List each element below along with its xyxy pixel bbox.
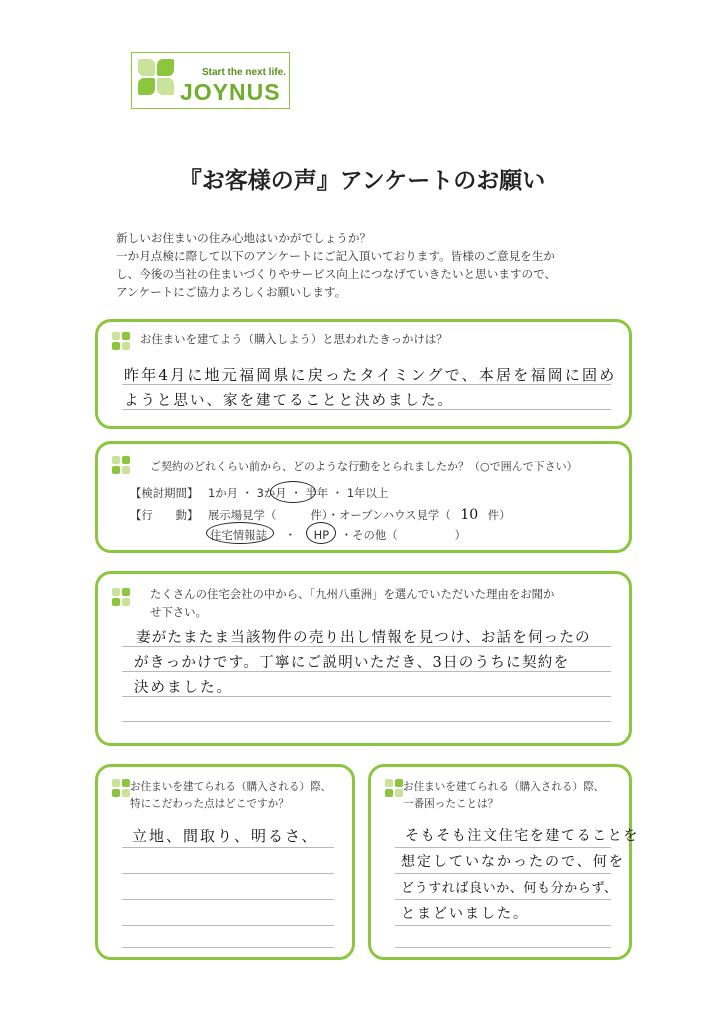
question-text: 特にこだわった点はどこですか？ <box>130 798 289 810</box>
answer-rule <box>122 925 334 926</box>
action-options-end: 件） <box>487 508 511 522</box>
handwritten-answer: どうすれば良いか、何も分からず、 <box>401 881 618 896</box>
period-option-selected: 3か月 <box>256 486 287 500</box>
clover-logo-mark-leaf <box>157 78 174 95</box>
period-label: 【検討期間】 <box>130 486 199 500</box>
selection-circle <box>206 522 274 544</box>
clover-logo-mark-leaf <box>157 59 174 76</box>
answer-rule <box>395 947 611 948</box>
intro-line: し、今後の当社の住まいづくりやサービス向上につなげていきたいと思いますので、 <box>116 267 557 281</box>
period-option: 1年以上 <box>346 486 389 500</box>
question-box-2 <box>95 441 632 553</box>
intro-line: 新しいお住まいの住み心地はいかがでしょうか？ <box>116 231 372 245</box>
logo-brand: JOYNUS <box>180 79 281 105</box>
answer-rule <box>122 899 334 900</box>
action-label: 【行 動】 <box>130 508 199 522</box>
clover-icon <box>112 332 131 351</box>
question-box-4 <box>95 764 355 960</box>
action-options: 展示場見学（ 件）・オープンハウス見学（ <box>207 508 451 522</box>
separator: ・ <box>241 486 254 500</box>
answer-rule <box>395 925 611 926</box>
handwritten-answer: 妻がたまたま当該物件の売り出し情報を見つけ、お話を伺ったの <box>136 630 591 646</box>
handwritten-answer: とまどいました。 <box>401 906 529 922</box>
question-text: たくさんの住宅会社の中から、「九州八重洲」を選んでいただいた理由をお聞か <box>150 587 555 601</box>
question-box-3 <box>95 571 632 746</box>
answer-rule <box>395 899 611 900</box>
page-title: 『お客様の声』アンケートのお願い <box>178 168 546 194</box>
selection-circle <box>270 481 316 503</box>
handwritten-answer: 立地、間取り、明るさ、 <box>132 827 319 845</box>
intro-text <box>116 229 676 301</box>
question-box-1 <box>95 319 632 429</box>
answer-rule <box>122 721 611 722</box>
clover-icon <box>385 779 404 798</box>
clover-logo-mark-leaf <box>138 78 155 95</box>
period-option: 1か月 <box>207 486 239 500</box>
separator: ・ <box>290 486 302 500</box>
handwritten-answer: 決めました。 <box>134 680 233 696</box>
handwritten-answer: そもそも注文住宅を建てることを <box>405 828 639 844</box>
answer-rule <box>395 873 611 874</box>
intro-line: アンケートにご協力よろしくお願いします。 <box>116 285 347 299</box>
selection-circle <box>306 522 336 544</box>
action-row-1 <box>130 507 511 523</box>
separator: ・ <box>331 486 344 500</box>
action-option-selected: 住宅情報誌 <box>210 528 267 542</box>
question-text: 一番困ったことは？ <box>403 798 499 810</box>
answer-rule <box>395 847 611 848</box>
action-option-selected: HP <box>313 528 330 542</box>
question-text: お住まいを建てられる（購入される）際、 <box>130 781 332 793</box>
handwritten-answer: 想定していなかったので、何を <box>401 854 625 870</box>
period-row <box>130 485 388 501</box>
intro-line: 一か月点検に際して以下のアンケートにご記入頂いております。皆様のご意見を生か <box>116 249 555 263</box>
handwritten-answer: ようと思い、家を建てることと決めました。 <box>124 393 454 409</box>
answer-rule <box>122 847 334 848</box>
question-text: お住まいを建てられる（購入される）際、 <box>403 781 605 793</box>
action-options: ・その他（ ） <box>340 528 466 542</box>
question-text: お住まいを建てよう（購入しよう）と思われたきっかけは？ <box>140 332 448 346</box>
clover-icon <box>112 779 131 798</box>
period-option: 半年 <box>305 486 329 500</box>
logo-tagline: Start the next life. <box>202 67 286 78</box>
joynus-logo <box>131 52 290 109</box>
clover-logo-mark <box>138 59 155 76</box>
question-text: せ下さい。 <box>150 605 207 619</box>
question-box-5 <box>368 764 639 960</box>
separator: ・ <box>284 528 296 542</box>
handwritten-answer: がきっかけです。丁寧にご説明いただき、3日のうちに契約を <box>134 655 570 671</box>
answer-rule <box>122 947 334 948</box>
handwritten-answer: 昨年4月に地元福岡県に戻ったタイミングで、本居を福岡に固め <box>124 366 617 384</box>
answer-rule <box>122 873 334 874</box>
handwritten-count: 10 <box>460 507 479 523</box>
clover-icon <box>112 588 131 607</box>
question-text: ご契約のどれくらい前から、どのような行動をとられましたか？（○で囲んで下さい） <box>150 460 578 473</box>
clover-icon <box>112 456 131 475</box>
